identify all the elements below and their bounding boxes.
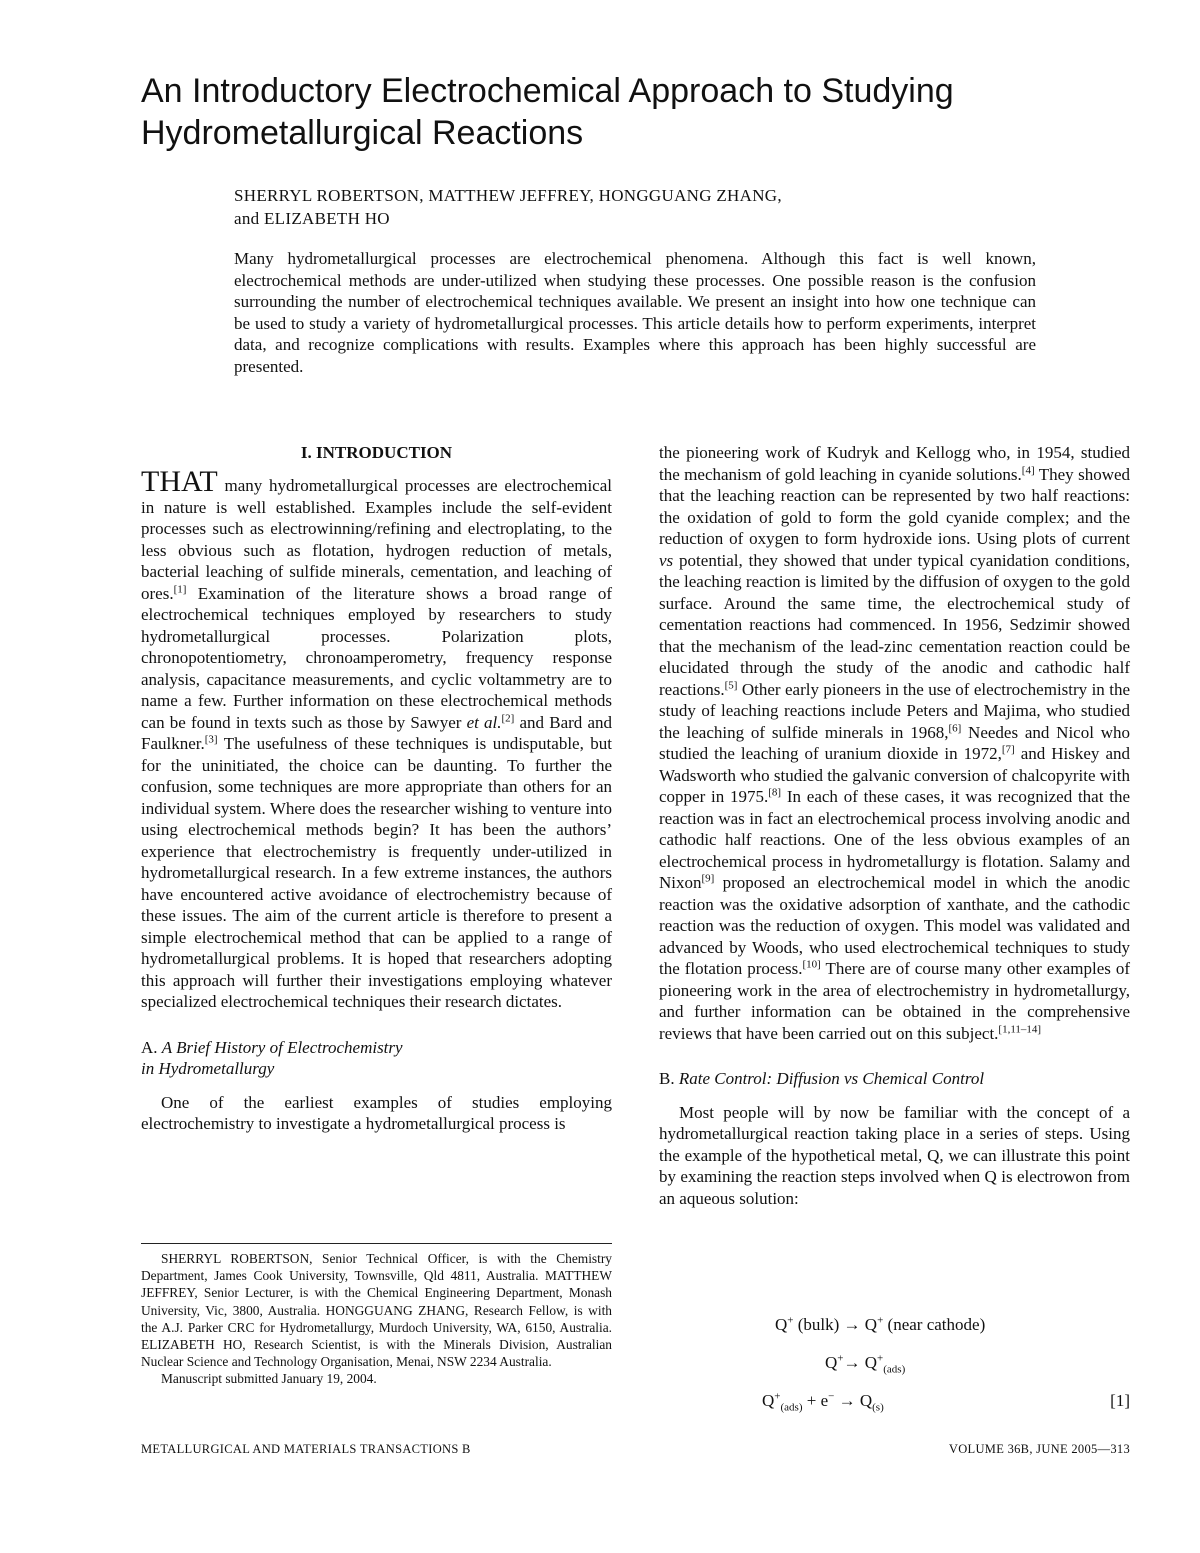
citation-ref: [6] [948, 721, 962, 734]
author-affiliations-footnote [141, 1250, 612, 1388]
citation-ref: [3] [204, 733, 218, 746]
citation-ref: [9] [701, 872, 715, 885]
author-list [234, 184, 1034, 230]
equation-number: [1] [1110, 1391, 1130, 1410]
submission-date: Manuscript submitted January 19, 2004. [161, 1371, 377, 1387]
rate-control-paragraph: Most people will by now be familiar with the concept of a hydrometallurgical reaction taking place in a series of steps. Using the example of the hypothetical metal, Q, we can illustrate this point by examining the reaction steps involved when Q is electrowon from an aqueous solution: [659, 1102, 1130, 1208]
citation-ref: [8] [768, 786, 782, 799]
equation-line-2: $Q^+\to Q^+_{(ads)}$ [825, 1352, 906, 1376]
volume-page-footer: VOLUME 36B, JUNE 2005—313 [948, 1442, 1130, 1456]
citation-ref: [10] [802, 958, 821, 971]
citation-ref: [1,11–14] [998, 1022, 1042, 1035]
paper-title: An Introductory Electrochemical Approach to Studying Hydrometallurgical Reactions [141, 72, 954, 152]
citation-ref: [2] [501, 711, 515, 724]
equation-line-1: Q+ (bulk) → Q+ (near cathode) [775, 1314, 986, 1334]
citation-ref: [1] [173, 582, 187, 595]
subsection-heading-a: A. A Brief History of Electrochemistry in Hydrometallurgy [141, 1037, 403, 1078]
authors-line-1: SHERRYL ROBERTSON, MATTHEW JEFFREY, HONGGUANG ZHANG, [234, 186, 782, 205]
history-paragraph: One of the earliest examples of studies employing electrochemistry to investigate a hydrometallurgical process is [141, 1092, 612, 1133]
citation-ref: [5] [724, 678, 738, 691]
left-column [141, 442, 612, 1135]
intro-paragraph: THAT many hydrometallurgical processes are electrochemical in nature is well established. Examples include the self-evident processes such as electrowinning/refining and electroplating, to the less obvious such as flotation, hydrogen reduction of metals, bacterial leaching of sulfide minerals, cementation, and leaching of ores.[1] Examination of the literature shows a broad range of electrochemical techniques employed by researchers to study hydrometallurgical processes. Polarization plots, chronopotentiometry, chronoamperometry, frequency response analysis, capacitance measurements, and cyclic voltammetry are to name a few. Further information on these electrochemical methods can be found in texts such as those by Sawyer et al.[2] and Bard and Faulkner.[3] The usefulness of these techniques is undisputable, but for the uninitiated, the choice can be daunting. To further the confusion, some techniques are more appropriate than others for an individual system. Where does the researcher wishing to venture into using electrochemical methods begin? It has been the authors’ experience that electrochemistry is frequently under-utilized in hydrometallurgical research. In a few extreme instances, the authors have encountered active avoidance of electrochemistry because of these issues. The aim of the current article is therefore to present a simple electrochemical method that can be applied to a range of hydrometallurgical problems. It is hoped that researchers adopting this approach will further their investigations employing whatever specialized electrochemical techniques their research dictates. [141, 465, 612, 1011]
section-heading-introduction: I. INTRODUCTION [300, 443, 453, 462]
authors-line-2: and ELIZABETH HO [234, 209, 390, 228]
abstract: Many hydrometallurgical processes are electrochemical phenomena. Although this fact is well known, electrochemical methods are under-utilized when studying these processes. One possible reason is the confusion surrounding the number of electrochemical techniques available. We present an insight into how one technique can be used to study a variety of hydrometallurgical processes. This article details how to perform experiments, interpret data, and recognize complications with results. Examples where this approach has been highly successful are presented. [234, 249, 1036, 376]
affiliations-text: SHERRYL ROBERTSON, Senior Technical Officer, is with the Chemistry Department, James Cook University, Townsville, Qld 4811, Australia. MATTHEW JEFFREY, Senior Lecturer, is with the Chemical Engineering Department, Monash University, Vic, 3800, Australia. HONGGUANG ZHANG, Research Fellow, is with the A.J. Parker CRC for Hydrometallurgy, Murdoch University, WA, 6150, Australia. ELIZABETH HO, Research Scientist, is with the Minerals Division, Australian Nuclear Science and Technology Organisation, Menai, NSW 2234 Australia. [141, 1251, 612, 1370]
history-paragraph-continued: the pioneering work of Kudryk and Kellogg who, in 1954, studied the mechanism of gold leaching in cyanide solutions.[4] They showed that the leaching reaction can be represented by two half reactions: the oxidation of gold to form the gold cyanide complex; and the reduction of oxygen to form hydroxide ions. Using plots of current vs potential, they showed that under typical cyanidation conditions, the leaching reaction is limited by the diffusion of oxygen to the gold surface. Around the same time, the electrochemical study of cementation reactions had commenced. In 1956, Sedzimir showed that the mechanism of the lead-zinc cementation reaction could be elucidated through the study of the anodic and cathodic half reactions.[5] Other early pioneers in the use of electrochemistry in the study of leaching reactions include Peters and Majima, who studied the leaching of sulfide minerals in 1968,[6] Needes and Nicol who studied the leaching of uranium dioxide in 1972,[7] and Hiskey and Wadsworth who studied the galvanic conversion of chalcopyrite with copper in 1975.[8] In each of these cases, it was recognized that the reaction was in fact an electrochemical process involving anodic and cathodic half reactions. One of the less obvious examples of an electrochemical process in hydrometallurgy is flotation. Salamy and Nixon[9] proposed an electrochemical model in which the anodic reaction was the oxidative adsorption of xanthate, and the cathodic reaction was the reduction of oxygen. This model was validated and advanced by Woods, who used electrochemical techniques to study the flotation process.[10] There are of course many other examples of pioneering work in the area of electrochemistry in hydrometallurgy, and further information can be obtained in the comprehensive reviews that have been carried out on this subject.[1,11–14] [659, 443, 1131, 1043]
equation-line-3: $Q^+_{(ads)} + e^- \to Q_{(s)}$ [1] [659, 1388, 1130, 1426]
subsection-heading-b: B. Rate Control: Diffusion vs Chemical Control [659, 1069, 985, 1088]
footnote-divider [141, 1243, 612, 1244]
equation-block [659, 1312, 1130, 1426]
dropcap-word: THAT [141, 465, 218, 498]
journal-name-footer: METALLURGICAL AND MATERIALS TRANSACTIONS B [141, 1442, 471, 1456]
right-column [659, 442, 1130, 1209]
citation-ref: [4] [1021, 463, 1035, 476]
citation-ref: [7] [1001, 743, 1015, 756]
